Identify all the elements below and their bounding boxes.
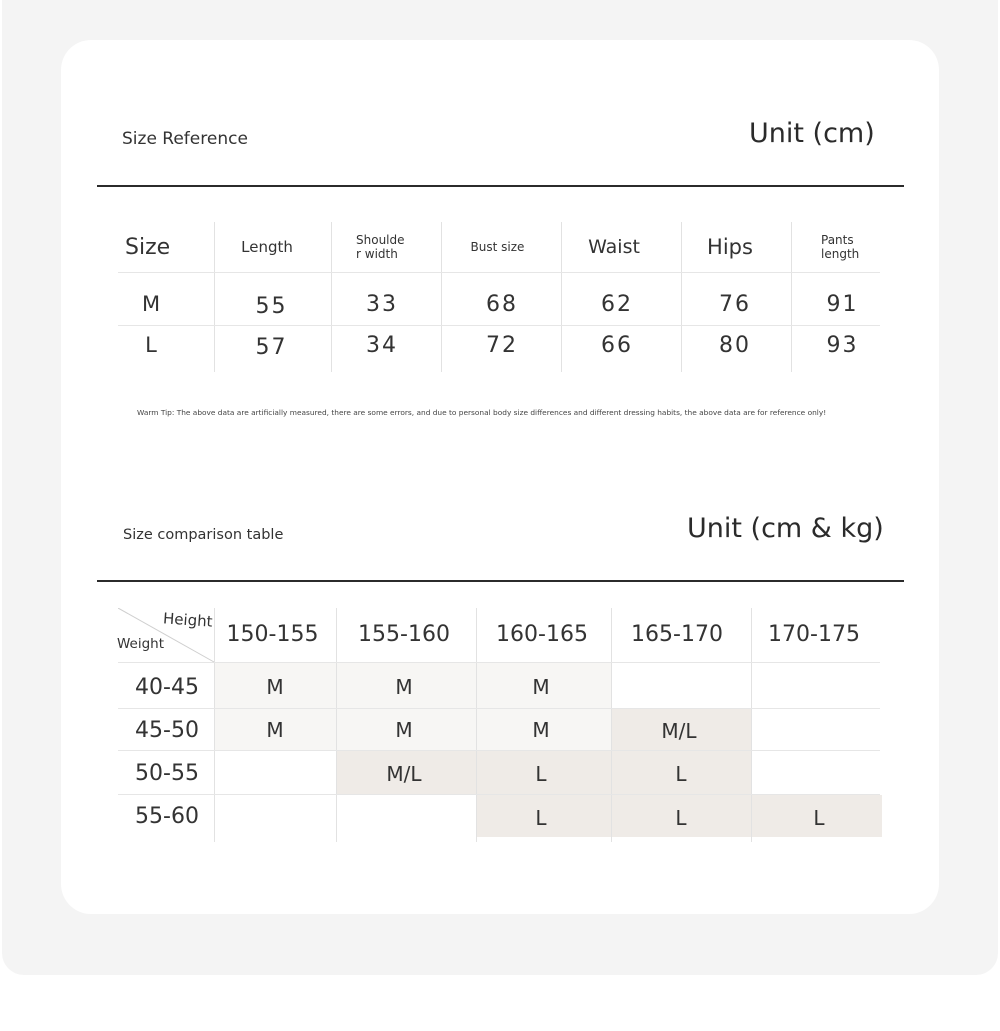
height-header: 165-170 — [631, 621, 723, 647]
size-reference-title: Size Reference — [122, 129, 248, 149]
table-cell: 72 — [486, 332, 518, 358]
size-reference-divider — [97, 185, 904, 187]
size-cell: L — [675, 761, 687, 786]
size-cell: L — [813, 805, 825, 830]
size-cell: M — [395, 718, 413, 742]
comparison-title: Size comparison table — [123, 527, 284, 543]
warm-tip: Warm Tip: The above data are artificially measured, there are some errors, and due to personal body size differences and different dressing habits, the above data are for reference only! — [137, 408, 827, 417]
header-pants-length — [791, 222, 880, 272]
table-cell: 93 — [826, 332, 859, 358]
size-cell: M — [266, 675, 284, 699]
corner-height-label: Height — [162, 609, 214, 631]
table-divider — [118, 272, 880, 273]
header-shoulder-line2: r width — [356, 247, 398, 261]
size-cell: M — [395, 675, 413, 699]
size-cell — [751, 665, 881, 709]
table-divider — [118, 662, 880, 663]
weight-label: 50-55 — [135, 761, 199, 786]
size-cell: M — [266, 718, 284, 742]
size-cell: M — [532, 718, 550, 742]
header-length: Length — [241, 238, 293, 256]
size-cell: L — [535, 761, 547, 786]
size-cell: M — [532, 675, 550, 699]
header-shoulder-width — [331, 222, 441, 272]
header-shoulder-line1: Shoulde — [356, 233, 405, 247]
header-pants-line2: length — [821, 247, 860, 261]
weight-label: 45-50 — [135, 717, 199, 743]
table-cell: M — [141, 292, 161, 316]
size-cell — [214, 796, 336, 839]
table-cell: L — [145, 333, 157, 357]
weight-label: 55-60 — [135, 804, 199, 829]
table-cell: 80 — [719, 332, 751, 358]
table-cell: 57 — [255, 334, 288, 360]
table-cell: 66 — [601, 332, 633, 358]
header-pants-line1: Pants — [821, 233, 854, 247]
size-cell — [611, 665, 751, 709]
table-cell: 33 — [366, 291, 398, 317]
height-header: 170-175 — [768, 621, 860, 647]
weight-label: 40-45 — [135, 674, 199, 700]
size-cell — [751, 709, 881, 751]
size-cell: L — [675, 805, 687, 830]
header-hips: Hips — [707, 235, 753, 259]
header-waist: Waist — [588, 236, 640, 258]
size-cell: M/L — [661, 719, 697, 743]
header-size: Size — [125, 234, 171, 260]
height-header: 160-165 — [496, 621, 588, 647]
comparison-divider — [97, 580, 904, 582]
size-reference-unit: Unit (cm) — [749, 118, 875, 149]
size-cell: M/L — [386, 761, 422, 786]
height-header: 155-160 — [358, 621, 450, 647]
table-cell: 62 — [601, 291, 633, 317]
size-cell — [751, 752, 881, 795]
table-cell: 34 — [366, 332, 398, 358]
table-cell: 76 — [719, 291, 751, 317]
height-header: 150-155 — [226, 621, 319, 647]
size-cell — [336, 796, 472, 839]
table-cell: 91 — [826, 291, 859, 317]
table-cell: 68 — [486, 291, 518, 317]
size-cell — [214, 752, 336, 795]
header-bust-size: Bust size — [470, 240, 525, 254]
corner-weight-label: Weight — [117, 636, 165, 652]
table-cell: 55 — [255, 293, 288, 319]
size-cell: L — [535, 805, 547, 830]
comparison-unit: Unit (cm & kg) — [687, 513, 884, 544]
